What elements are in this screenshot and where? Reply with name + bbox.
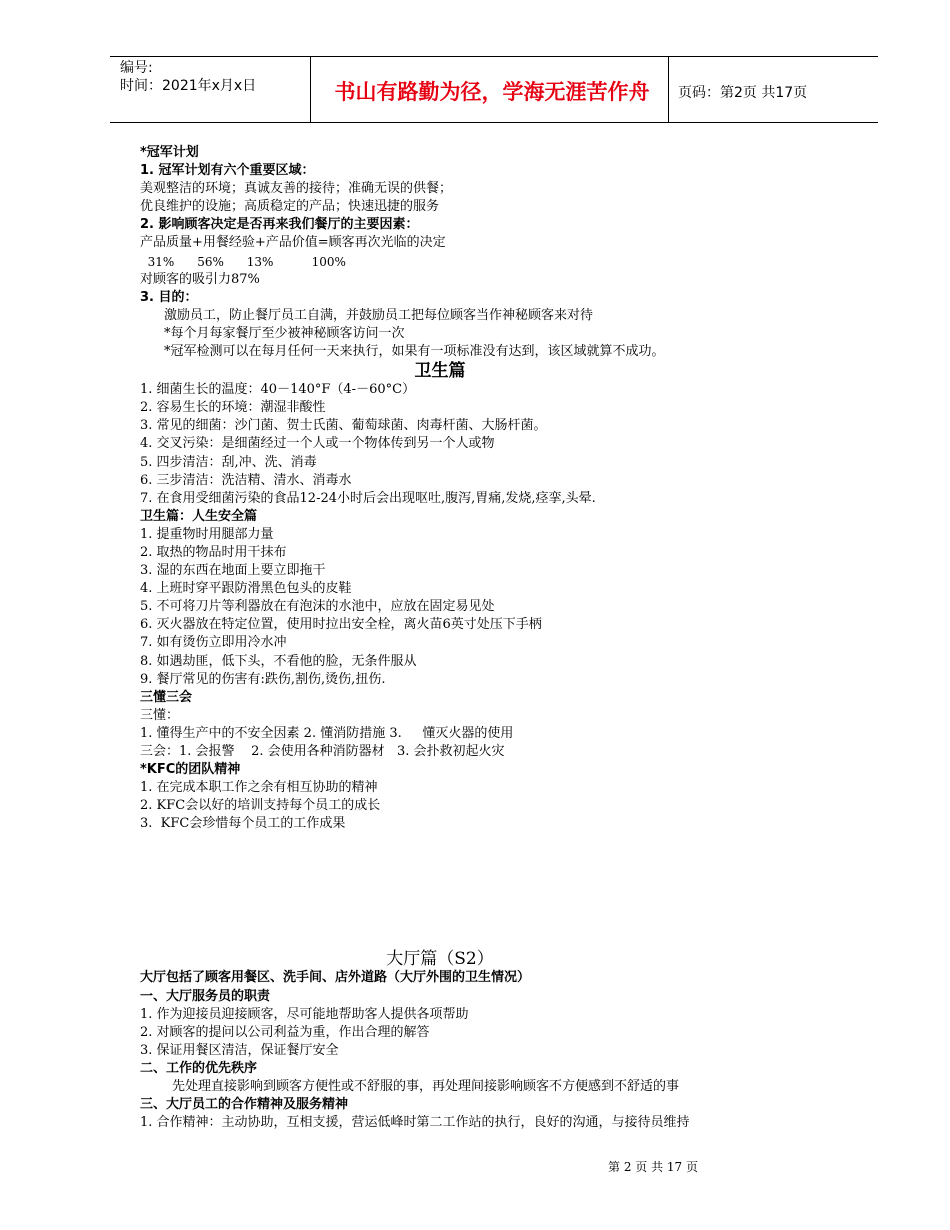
body-line: 31% 56% 13% 100%: [140, 254, 346, 269]
section-heading: 三懂三会: [140, 689, 193, 705]
body-line: 对顾客的吸引力87%: [140, 271, 260, 287]
list-item: 7. 在食用受细菌污染的食品12-24小时后会出现呕吐,腹泻,胃痛,发烧,痉挛,头晕.: [140, 490, 596, 506]
blank-space: [140, 833, 880, 949]
body-line: *每个月每家餐厅至少被神秘顾客访问一次: [164, 325, 405, 341]
list-item: 7. 如有烫伤立即用冷水冲: [140, 635, 287, 651]
section-heading: 大厅包括了顾客用餐区、洗手间、店外道路（大厅外围的卫生情况）: [140, 970, 531, 986]
list-item: 1. 懂得生产中的不安全因素 2. 懂消防措施 3. 懂灭火器的使用: [140, 725, 514, 741]
body-line: 激励员工，防止餐厅员工自满，并鼓励员工把每位顾客当作神秘顾客来对待: [164, 307, 594, 323]
list-item: 6. 灭火器放在特定位置，使用时拉出安全栓，离火苗6英寸处压下手柄: [140, 617, 542, 633]
list-item: 9. 餐厅常见的伤害有:跌伤,割伤,烫伤,扭伤.: [140, 671, 386, 687]
list-item: 2. KFC会以好的培训支持每个员工的成长: [140, 798, 381, 814]
list-item: 3. 湿的东西在地面上要立即拖干: [140, 563, 326, 579]
list-item: 8. 如遇劫匪，低下头，不看他的脸，无条件服从: [140, 653, 417, 669]
list-item: 4. 交叉污染：是细菌经过一个人或一个物体传到另一个人或物: [140, 436, 495, 452]
section-title: 卫生篇: [414, 361, 466, 382]
header-bottom-rule: [110, 122, 878, 123]
list-item: 1. 在完成本职工作之余有相互协助的精神: [140, 780, 378, 796]
list-item: 3. 保证用餐区清洁，保证餐厅安全: [140, 1042, 339, 1058]
body-line: 美观整洁的环境；真诚友善的接待；准确无误的供餐；: [140, 181, 453, 197]
section-heading: *KFC的团队精神: [140, 762, 241, 778]
list-item: 1. 作为迎接员迎接顾客，尽可能地帮助客人提供各项帮助: [140, 1006, 469, 1022]
section-heading: 卫生篇：人生安全篇: [140, 508, 258, 524]
body-line: 三懂：: [140, 707, 180, 723]
list-item: 三会：1. 会报警 2. 会使用各种消防器材 3. 会扑救初起火灾: [140, 744, 505, 759]
body-line: 产品质量+用餐经验+产品价值=顾客再次光临的决定: [140, 235, 446, 251]
list-item: 5. 不可将刀片等利器放在有泡沫的水池中，应放在固定易见处: [140, 599, 495, 615]
body-line: 优良维护的设施；高质稳定的产品；快速迅捷的服务: [140, 199, 440, 215]
subheading: 1. 冠军计划有六个重要区域：: [140, 163, 315, 179]
list-item: 2. 对顾客的提问以公司利益为重，作出合理的解答: [140, 1024, 430, 1040]
body-line: 先处理直接影响到顾客方便性或不舒服的事，再处理间接影响顾客不方便感到不舒适的事: [172, 1079, 680, 1095]
list-item: 1. 合作精神：主动协助，互相支援，营运低峰时第二工作站的执行，良好的沟通，与接待员维持: [140, 1115, 690, 1131]
footer-page-number: 第 2 页 共 17 页: [608, 1160, 698, 1174]
subheading: 二、工作的优先秩序: [140, 1060, 258, 1076]
list-item: 5. 四步清洁：刮,冲、洗、消毒: [140, 454, 317, 470]
header-top-rule: [110, 56, 878, 57]
list-item: 2. 容易生长的环境：潮湿非酸性: [140, 400, 326, 416]
list-item: 2. 取热的物品时用干抹布: [140, 544, 287, 560]
subheading: 三、大厅员工的合作精神及服务精神: [140, 1097, 349, 1113]
subheading: 2. 影响顾客决定是否再来我们餐厅的主要因素：: [140, 217, 419, 233]
subheading: 一、大厅服务员的职责: [140, 988, 271, 1004]
document-number: 编号:: [120, 60, 153, 76]
document-body: [140, 144, 880, 1132]
document-time: 时间：2021年x月x日: [120, 78, 257, 94]
section-heading: *冠军计划: [140, 145, 199, 160]
list-item: 3. KFC会珍惜每个员工的工作成果: [140, 816, 346, 832]
header-page-number: 页码：第2页 共17页: [678, 85, 808, 101]
section-title: 大厅篇（S2）: [386, 949, 494, 970]
list-item: 1. 细菌生长的温度：40－140°F（4-－60°C）: [140, 382, 416, 398]
list-item: 3. 常见的细菌：沙门菌、贺士氏菌、葡萄球菌、肉毒杆菌、大肠杆菌。: [140, 418, 547, 434]
list-item: 1. 提重物时用腿部力量: [140, 526, 274, 542]
list-item: 4. 上班时穿平跟防滑黑色包头的皮鞋: [140, 581, 352, 597]
header-motto: 书山有路勤为径，学海无涯苦作舟: [334, 80, 650, 104]
list-item: 6. 三步清洁：洗洁精、清水、消毒水: [140, 472, 352, 488]
header-divider-right: [668, 56, 669, 122]
subheading: 3. 目的：: [140, 289, 198, 305]
header-divider-left: [310, 56, 311, 122]
body-line: *冠军检测可以在每月任何一天来执行，如果有一项标准没有达到，该区域就算不成功。: [164, 344, 665, 360]
